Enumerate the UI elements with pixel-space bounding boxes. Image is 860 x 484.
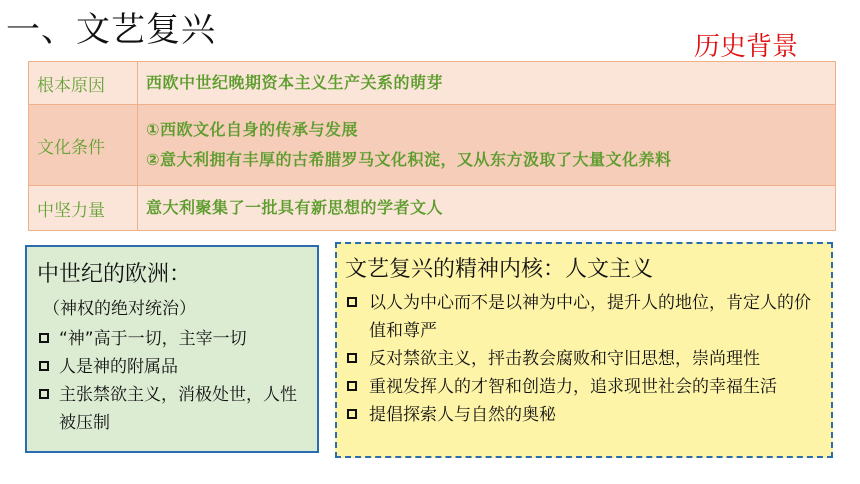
row-value (138, 105, 836, 186)
item-text: “神”高于一切，主宰一切 (59, 329, 247, 349)
item-text: 以人为中心而不是以神为中心，提升人的地位，肯定人的价值和尊严 (369, 293, 811, 341)
square-bullet-icon (39, 333, 49, 343)
item-text: 反对禁欲主义，抨击教会腐败和守旧思想，崇尚理性 (369, 349, 760, 369)
list-item (345, 345, 823, 373)
row-key: 文化条件 (29, 105, 138, 186)
medieval-europe-box (25, 245, 319, 453)
row-key: 根本原因 (29, 62, 138, 105)
item-text: 提倡探索人与自然的奥秘 (369, 405, 556, 425)
row-value (138, 186, 836, 231)
square-bullet-icon (39, 361, 49, 371)
list-item (345, 373, 823, 401)
item-list (37, 325, 309, 437)
item-list (345, 289, 823, 429)
page-title: 一、文艺复兴 (6, 10, 216, 50)
section-label: 历史背景 (694, 32, 799, 62)
row-value-line: ②意大利拥有丰厚的古希腊罗马文化积淀，又从东方汲取了大量文化养料 (146, 150, 672, 169)
table-row (29, 186, 836, 231)
list-item (37, 353, 309, 381)
square-bullet-icon (347, 409, 357, 419)
box-title: 中世纪的欧洲： (37, 262, 192, 287)
background-table (28, 61, 836, 231)
square-bullet-icon (347, 297, 357, 307)
list-item (37, 381, 309, 437)
table-row (29, 105, 836, 186)
square-bullet-icon (347, 381, 357, 391)
box-title: 文艺复兴的精神内核：人文主义 (345, 257, 654, 282)
row-value-line: 西欧中世纪晚期资本主义生产关系的萌芽 (146, 73, 444, 92)
humanism-box (335, 242, 833, 458)
square-bullet-icon (347, 353, 357, 363)
row-value-line: 意大利聚集了一批具有新思想的学者文人 (146, 198, 444, 217)
square-bullet-icon (39, 389, 49, 399)
row-key: 中坚力量 (29, 186, 138, 231)
row-value-line: ①西欧文化自身的传承与发展 (146, 120, 359, 139)
list-item (345, 401, 823, 429)
list-item (345, 289, 823, 345)
table-row (29, 62, 836, 105)
list-item (37, 325, 309, 353)
item-text: 人是神的附属品 (59, 357, 178, 377)
row-value (138, 62, 836, 105)
item-text: 重视发挥人的才智和创造力，追求现世社会的幸福生活 (369, 377, 777, 397)
item-text: 主张禁欲主义，消极处世，人性被压制 (59, 385, 297, 433)
box-subtitle: （神权的绝对统治） (43, 299, 196, 319)
